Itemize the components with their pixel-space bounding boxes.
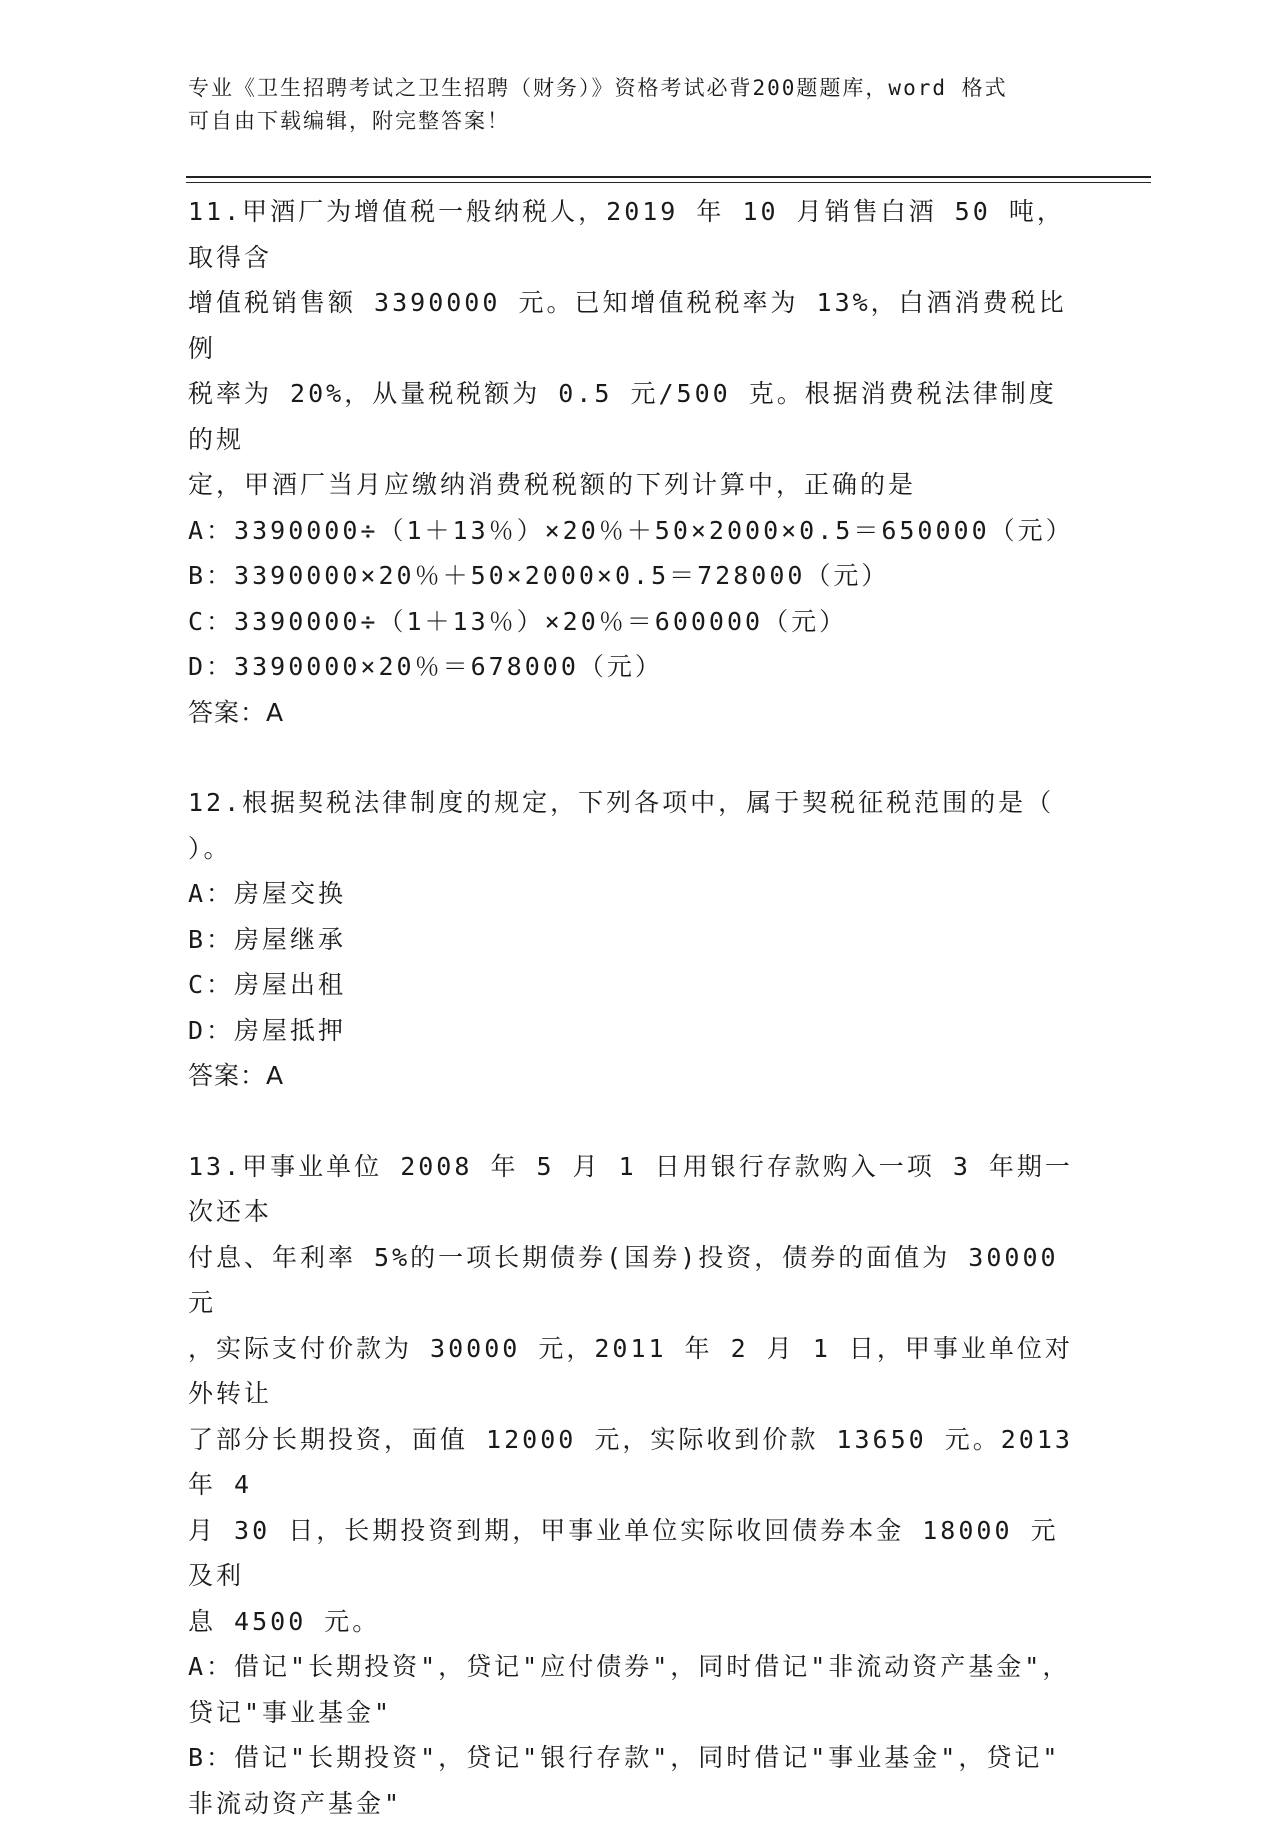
question-11 (188, 189, 1088, 735)
option-line: B：房屋继承 (188, 917, 1088, 963)
stem-line: 付息、年利率 5%的一项长期债券(国券)投资，债券的面值为 30000 元 (188, 1235, 1073, 1326)
stem-line: 定，甲酒厂当月应缴纳消费税税额的下列计算中，正确的是 (188, 462, 1073, 508)
question-stem (188, 1144, 1073, 1645)
stem-line: 增值税销售额 3390000 元。已知增值税税率为 13%，白酒消费税比例 (188, 280, 1073, 371)
option-line: A：房屋交换 (188, 871, 1088, 917)
option-line: B：3390000×20％＋50×2000×0.5＝728000（元） (188, 553, 1088, 599)
option-a (188, 871, 1088, 917)
stem-line: 息 4500 元。 (188, 1599, 1073, 1645)
stem-line: 了部分长期投资，面值 12000 元，实际收到价款 13650 元。2013 年 4 (188, 1417, 1073, 1508)
header-line-1: 专业《卫生招聘考试之卫生招聘（财务）》资格考试必背200题题库，word 格式 (188, 72, 1068, 105)
document-header (188, 72, 1068, 138)
question-stem (188, 780, 1073, 871)
question-stem (188, 189, 1073, 508)
question-spacer (188, 735, 1088, 780)
option-line: C：3390000÷（1＋13％）×20％＝600000（元） (188, 599, 1088, 645)
option-d (188, 1008, 1088, 1054)
stem-line: 11.甲酒厂为增值税一般纳税人，2019 年 10 月销售白酒 50 吨，取得含 (188, 189, 1073, 280)
question-13 (188, 1144, 1088, 1826)
stem-line: ）。 (188, 826, 1073, 872)
option-line: A：3390000÷（1＋13％）×20％＋50×2000×0.5＝650000（元） (188, 508, 1088, 554)
stem-line: 13.甲事业单位 2008 年 5 月 1 日用银行存款购入一项 3 年期一次还本 (188, 1144, 1073, 1235)
option-b (188, 553, 1088, 599)
option-c (188, 599, 1088, 645)
option-line: 贷记"事业基金" (188, 1690, 1088, 1736)
answer: 答案：A (188, 1053, 1088, 1099)
option-c (188, 962, 1088, 1008)
stem-line: ，实际支付价款为 30000 元，2011 年 2 月 1 日，甲事业单位对外转让 (188, 1326, 1073, 1417)
option-line: B：借记"长期投资"，贷记"银行存款"，同时借记"事业基金"，贷记" (188, 1735, 1088, 1781)
stem-line: 12.根据契税法律制度的规定，下列各项中，属于契税征税范围的是（ (188, 780, 1073, 826)
header-divider-thick (186, 176, 1151, 178)
stem-line: 月 30 日，长期投资到期，甲事业单位实际收回债券本金 18000 元及利 (188, 1508, 1073, 1599)
option-d (188, 644, 1088, 690)
question-spacer (188, 1099, 1088, 1144)
option-line: A：借记"长期投资"，贷记"应付债券"，同时借记"非流动资产基金"， (188, 1644, 1088, 1690)
option-line: D：3390000×20％＝678000（元） (188, 644, 1088, 690)
question-12 (188, 780, 1088, 1099)
question-list (188, 189, 1088, 1826)
option-line: D：房屋抵押 (188, 1008, 1088, 1054)
answer: 答案：A (188, 690, 1088, 736)
option-line: C：房屋出租 (188, 962, 1088, 1008)
option-a (188, 1644, 1088, 1735)
option-a (188, 508, 1088, 554)
header-divider-thin (186, 182, 1151, 183)
option-line: 非流动资产基金" (188, 1781, 1088, 1826)
header-line-2: 可自由下载编辑，附完整答案！ (188, 105, 1068, 138)
option-b (188, 1735, 1088, 1826)
stem-line: 税率为 20%，从量税税额为 0.5 元/500 克。根据消费税法律制度的规 (188, 371, 1073, 462)
option-b (188, 917, 1088, 963)
